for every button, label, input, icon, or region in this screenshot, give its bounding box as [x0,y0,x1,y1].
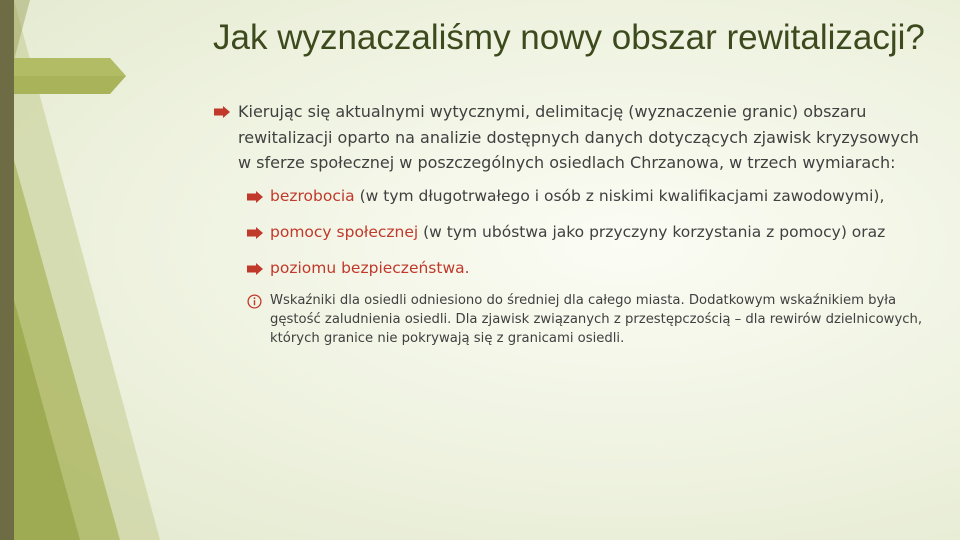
decorative-sidebar [0,0,215,540]
dimension-list [214,184,934,281]
dimension-text: (w tym ubóstwa jako przyczyny korzystania z pomocy) oraz [418,222,886,241]
info-note [214,291,934,348]
title-pointer-shade [14,58,126,76]
arrow-bullet-icon [247,227,263,239]
intro-text: Kierując się aktualnymi wytycznymi, delimitację (wyznaczenie granic) obszaru rewitalizacji oparto na analizie dostępnych danych dotyczących zjawisk kryzysowych w sferze społecznej w poszczególnych osiedlach Chrzanowa, w trzech wymiarach: [238,102,919,172]
arrow-bullet-icon [247,191,263,203]
dimension-highlight: poziomu bezpieczeństwa. [270,258,470,277]
dimension-item [214,220,934,245]
note-text: Wskaźniki dla osiedli odniesiono do średniej dla całego miasta. Dodatkowym wskaźnikiem była gęstość zaludnienia osiedli. Dla zjawisk związanych z przestępczością – dla rewirów dzielnicowych, których granice nie pokrywają się z granicami osiedli. [270,292,923,346]
content-body [214,99,934,348]
arrow-bullet-icon [247,263,263,275]
dimension-highlight: bezrobocia [270,186,355,205]
slide-title: Jak wyznaczaliśmy nowy obszar rewitalizacji? [213,18,925,57]
dimension-text: (w tym długotrwałego i osób z niskimi kwalifikacjami zawodowymi), [354,186,885,205]
dimension-highlight: pomocy społecznej [270,222,419,241]
intro-paragraph [214,99,934,176]
dimension-item [214,256,934,281]
dimension-item [214,184,934,209]
arrow-bullet-icon [214,106,230,118]
sidebar-dark-bar [0,0,14,540]
info-icon [247,294,262,309]
